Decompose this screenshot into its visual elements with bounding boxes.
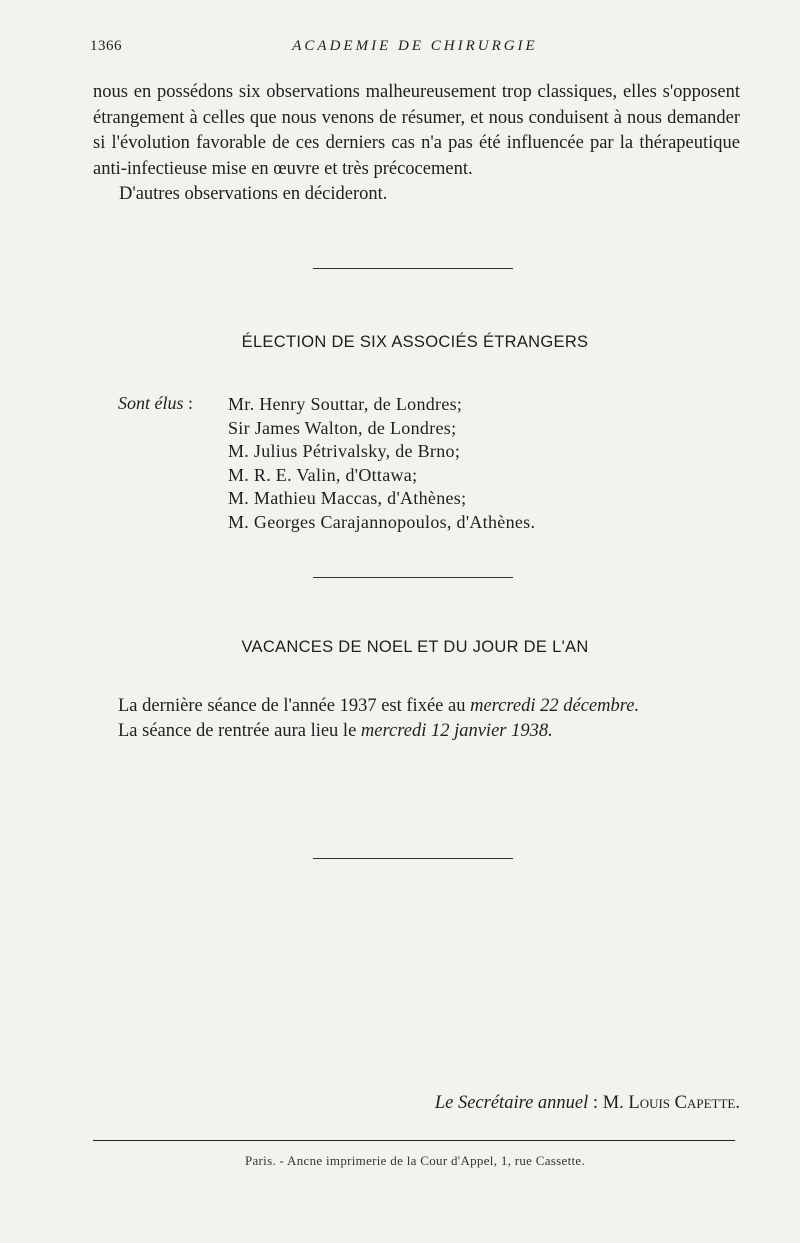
paragraph-2: D'autres observations en décideront. [119,184,388,204]
separator-rule-2 [313,577,513,578]
vacances-line-1 [118,696,639,717]
list-item: M. Julius Pétrivalsky, de Brno; [228,441,461,461]
vacances-line-2 [118,721,553,742]
separator-rule-1 [313,268,513,269]
elected-label [118,393,193,414]
page-number: 1366 [90,38,122,54]
body-text [93,80,740,208]
vacances-line-1-text: La dernière séance de l'année 1937 est fixée au [118,696,471,716]
signature-name: M. Louis Capette. [602,1093,740,1113]
list-item: M. R. E. Valin, d'Ottawa; [228,464,418,485]
page-header [90,38,740,62]
vacances-heading: VACANCES DE NOEL ET DU JOUR DE L'AN [241,638,589,656]
vacances-line-1-date: mercredi 22 décembre. [470,696,640,716]
vacances-line-2-text: La séance de rentrée aura lieu le [118,721,361,741]
footer-rule [93,1140,735,1141]
vacances-line-2-date: mercredi 12 janvier 1938. [360,721,553,741]
list-item: Mr. Henry Souttar, de Londres; [228,394,463,414]
printer-imprint: Paris. - Ancne imprimerie de la Cour d'Appel, 1, rue Cassette. [244,1153,586,1168]
list-item: M. Georges Carajannopoulos, d'Athènes. [228,511,536,532]
signature [435,1093,740,1114]
separator-rule-3 [313,858,513,859]
list-item: Sir James Walton, de Londres; [228,417,457,438]
elected-list [228,393,535,534]
signature-colon: : [592,1093,599,1113]
elected-label-text: Sont élus [118,393,184,413]
election-heading: ÉLECTION DE SIX ASSOCIÉS ÉTRANGERS [241,333,589,351]
paragraph-1: nous en possédons six observations malheureusement trop classiques, elles s'opposent étrangement à celles que nous venons de résumer, et nous conduisent à nous demander si l'évolution favorable de ces derniers cas n'a pas été influencée par la thérapeutique anti-infectieuse mise en œuvre et très précocement. [93,82,740,179]
signature-role: Le Secrétaire annuel [434,1093,589,1113]
elected-label-colon: : [188,393,194,413]
list-item: M. Mathieu Maccas, d'Athènes; [228,488,467,508]
running-title: ACADEMIE DE CHIRURGIE [292,38,538,54]
